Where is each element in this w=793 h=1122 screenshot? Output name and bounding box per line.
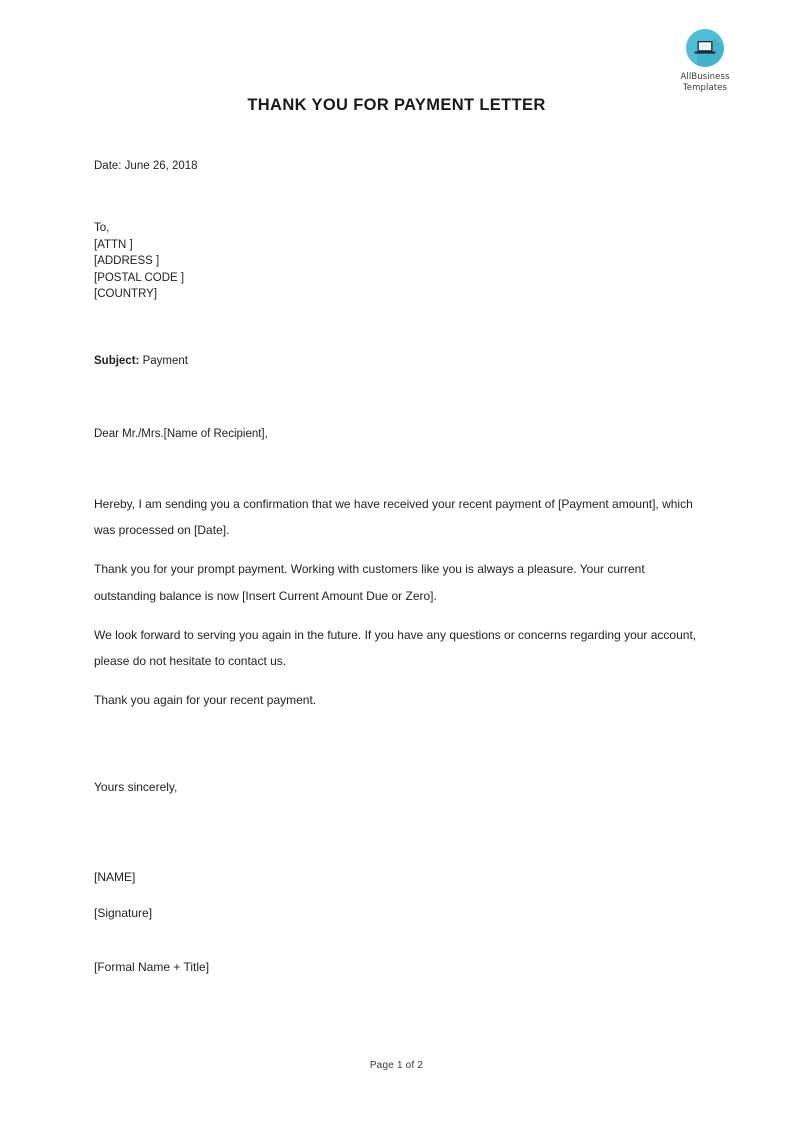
body-paragraph: Thank you for your prompt payment. Working with customers like you is always a pleasure. Your current outstanding balance is now [Insert Current Amount Due or Zero]. xyxy=(94,562,645,603)
brand-name-line1: AllBusiness xyxy=(680,72,730,82)
address-line: [ATTN ] xyxy=(94,238,133,251)
brand-logo-text xyxy=(657,72,753,93)
formal-name-title: [Formal Name + Title] xyxy=(94,960,210,975)
recipient-address-block xyxy=(94,220,698,303)
subject-line xyxy=(94,352,698,370)
brand-name-line2: Templates xyxy=(682,82,728,93)
body-paragraph: We look forward to serving you again in the future. If you have any questions or concerns regarding your account, please do not hesitate to contact us. xyxy=(94,627,697,668)
subject-value: Payment xyxy=(142,354,188,367)
signature-placeholder: [Signature] xyxy=(94,906,153,921)
address-line: [COUNTRY] xyxy=(94,288,158,301)
signature-name: [NAME] xyxy=(94,870,136,885)
closing-line: Yours sincerely, xyxy=(94,780,178,795)
address-line: To, xyxy=(94,222,110,234)
address-line: [ADDRESS ] xyxy=(94,255,160,268)
date-line: Date: June 26, 2018 xyxy=(94,160,198,172)
body-paragraph: Thank you again for your recent payment. xyxy=(94,693,317,708)
subject-label: Subject: xyxy=(94,354,140,367)
laptop-icon xyxy=(685,28,725,68)
address-line: [POSTAL CODE ] xyxy=(94,271,185,284)
brand-logo xyxy=(657,28,753,93)
page-footer: Page 1 of 2 xyxy=(369,1060,424,1071)
letter-body xyxy=(94,156,698,980)
salutation: Dear Mr./Mrs.[Name of Recipient], xyxy=(94,427,268,440)
body-paragraph: Hereby, I am sending you a confirmation that we have received your recent payment of [Payment amount], which was processed on [Date]. xyxy=(94,496,693,538)
page-title: THANK YOU FOR PAYMENT LETTER xyxy=(247,96,546,114)
